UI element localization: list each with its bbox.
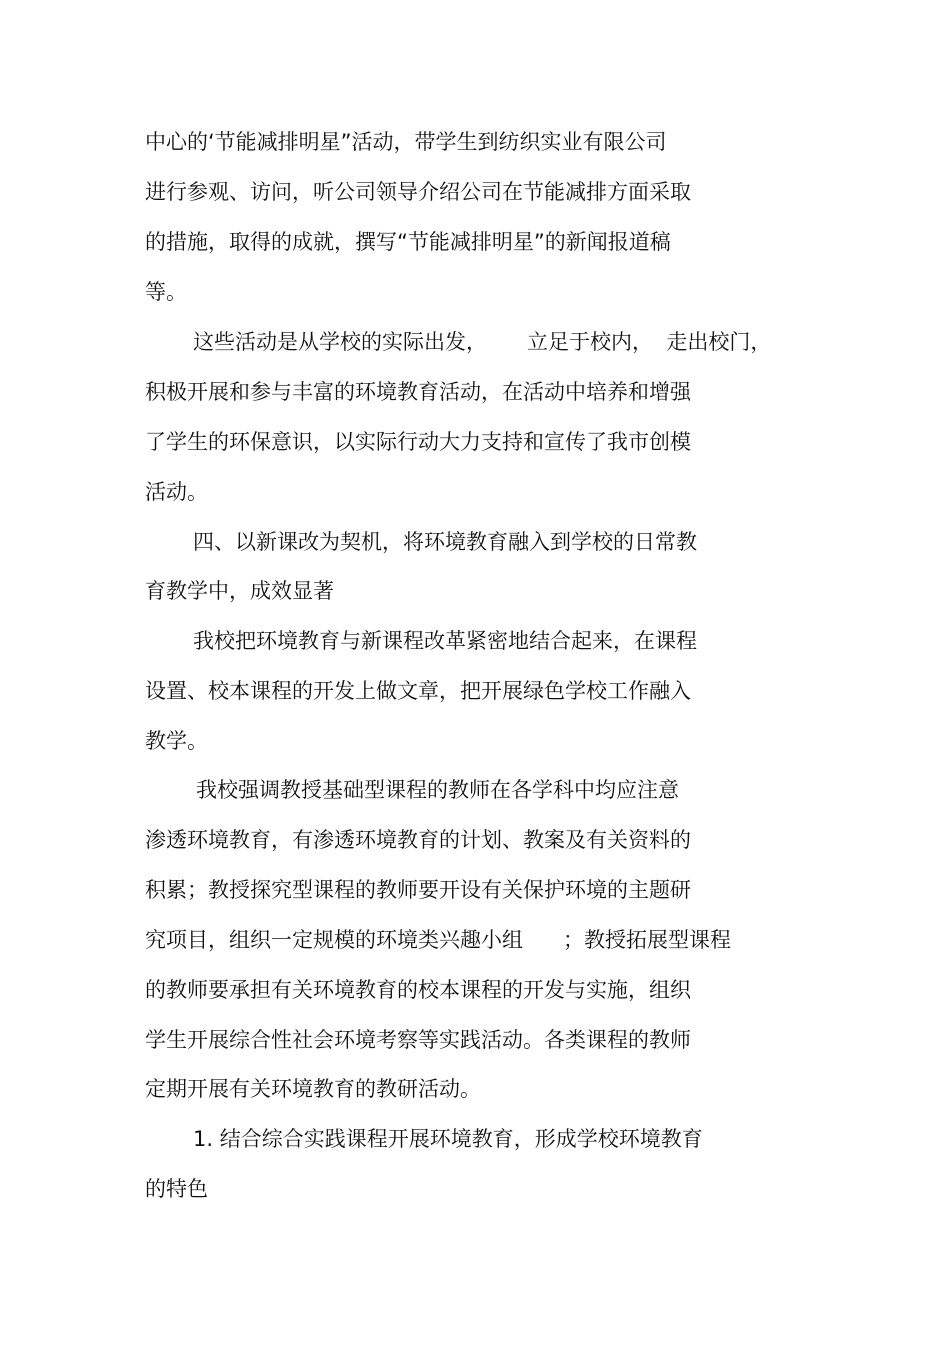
section-heading-continued: 育教学中，成效显著 (145, 579, 334, 603)
text-line: 设置、校本课程的开发上做文章，把开展绿色学校工作融入 (145, 679, 691, 703)
text-line: 等。 (145, 280, 187, 304)
paragraph-first-line: 我校把环境教育与新课程改革紧密地结合起来，在课程 (193, 629, 697, 653)
text-line: 积累；教授探究型课程的教师要开设有关保护环境的主题研 (145, 878, 691, 902)
text-line: 定期开展有关环境教育的教研活动。 (145, 1077, 481, 1101)
text-line: 了学生的环保意识，以实际行动大力支持和宣传了我市创模 (145, 430, 691, 454)
text-line: 中心的‘节能减排明星”活动，带学生到纺织实业有限公司 (145, 130, 667, 154)
text-line: 教学。 (145, 729, 208, 753)
text-line: 渗透环境教育，有渗透环境教育的计划、教案及有关资料的 (145, 828, 691, 852)
text-line: 的教师要承担有关环境教育的校本课程的开发与实施，组织 (145, 978, 691, 1002)
text-line: 学生开展综合性社会环境考察等实践活动。各类课程的教师 (145, 1028, 691, 1052)
paragraph-first-line: 我校强调教授基础型课程的教师在各学科中均应注意 (196, 778, 679, 802)
text-line: 活动。 (145, 480, 208, 504)
numbered-item-heading-continued: 的特色 (145, 1177, 208, 1201)
paragraph-first-line: 这些活动是从学校的实际出发， 立足于校内， 走出校门， (193, 330, 772, 354)
section-heading: 四、以新课改为契机，将环境教育融入到学校的日常教 (193, 530, 697, 554)
numbered-item-heading: 1. 结合综合实践课程开展环境教育，形成学校环境教育 (193, 1127, 703, 1151)
text-line: 的措施，取得的成就，撰写“节能减排明星”的新闻报道稿 (145, 230, 671, 254)
text-line: 积极开展和参与丰富的环境教育活动，在活动中培养和增强 (145, 380, 691, 404)
text-line: 究项目，组织一定规模的环境类兴趣小组 ；教授拓展型课程 (145, 928, 732, 952)
text-line: 进行参观、访问，听公司领导介绍公司在节能减排方面采取 (145, 180, 691, 204)
